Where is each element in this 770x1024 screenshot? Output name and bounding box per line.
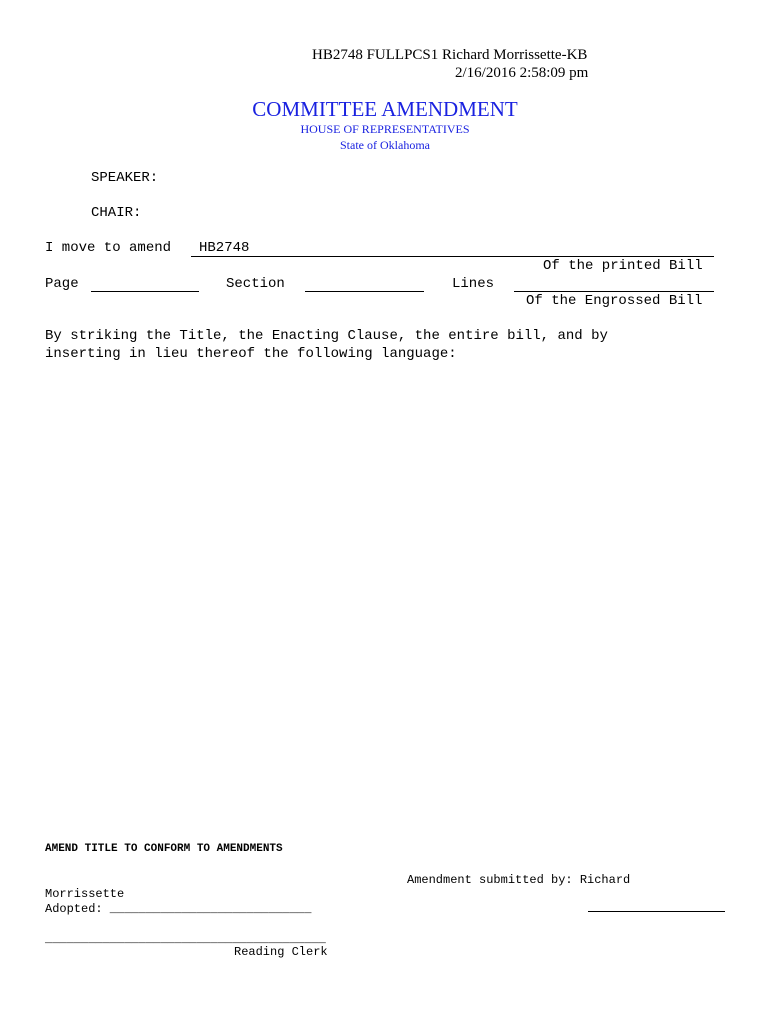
state-label: State of Oklahoma — [340, 138, 430, 152]
printed-bill-label: Of the printed Bill — [543, 258, 703, 274]
reading-clerk-signature-line: _______________________________________ — [45, 932, 326, 946]
body-text-line-1: By striking the Title, the Enacting Clause, the entire bill, and by — [45, 328, 608, 344]
bill-header-line: HB2748 FULLPCS1 Richard Morrissette-KB — [312, 47, 588, 63]
chair-label: CHAIR: — [91, 205, 142, 221]
move-to-amend-label: I move to amend — [45, 240, 172, 256]
section-field-line — [305, 291, 424, 292]
submitted-by-label: Amendment submitted by: Richard — [407, 873, 631, 887]
page-label: Page — [45, 276, 79, 292]
document-subtitle: HOUSE OF REPRESENTATIVES — [300, 122, 470, 136]
amend-title-heading: AMEND TITLE TO CONFORM TO AMENDMENTS — [45, 843, 283, 855]
section-label: Section — [226, 276, 285, 292]
document-title: COMMITTEE AMENDMENT — [252, 97, 518, 121]
speaker-label: SPEAKER: — [91, 170, 159, 186]
engrossed-bill-label: Of the Engrossed Bill — [526, 293, 703, 309]
lines-field-line — [514, 291, 714, 292]
reading-clerk-label: Reading Clerk — [234, 945, 328, 959]
page-field-line — [91, 291, 199, 292]
lines-label: Lines — [452, 276, 495, 292]
body-text-line-2: inserting in lieu thereof the following language: — [45, 346, 457, 362]
submitter-surname: Morrissette — [45, 887, 125, 901]
submitter-signature-line — [588, 911, 725, 912]
bill-number-field: HB2748 — [199, 240, 250, 256]
adopted-line: Adopted: ____________________________ — [45, 902, 312, 916]
bill-number-underline — [191, 256, 714, 257]
header-datetime: 2/16/2016 2:58:09 pm — [455, 65, 589, 81]
